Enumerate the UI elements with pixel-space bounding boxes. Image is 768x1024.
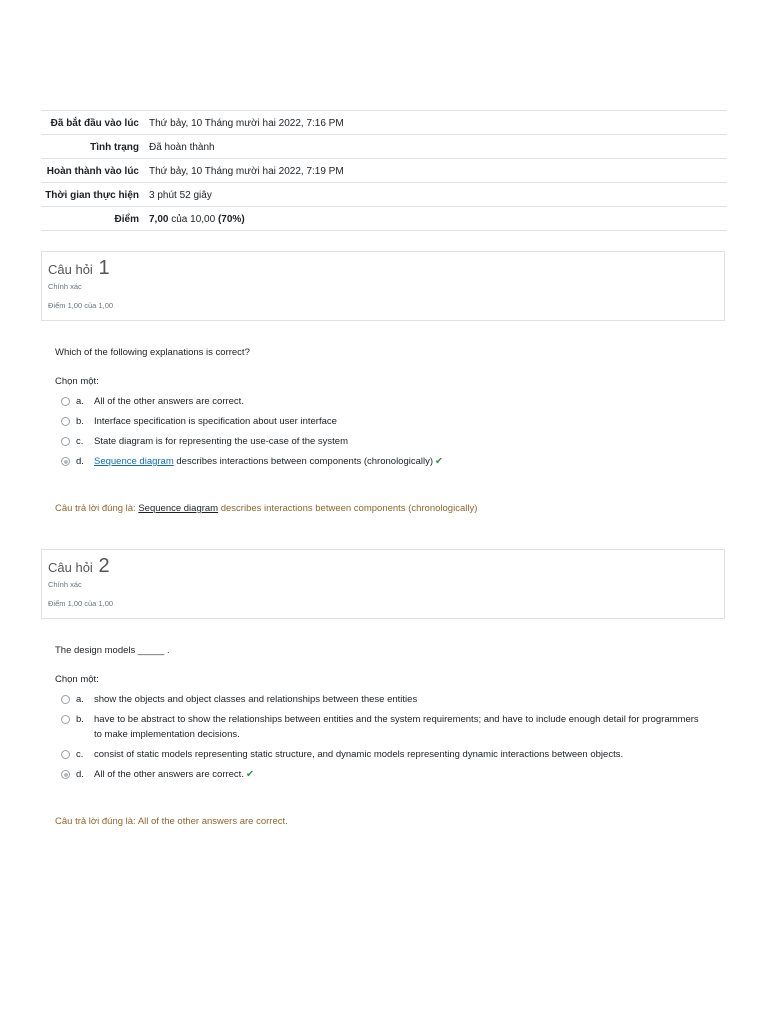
question-1-info <box>41 251 725 321</box>
radio-button[interactable] <box>61 695 70 704</box>
answer-option-a[interactable] <box>55 692 727 707</box>
summary-row-started <box>41 111 727 135</box>
attempt-summary-table <box>41 110 727 231</box>
quiz-review-page <box>41 110 727 829</box>
question-2-content <box>41 644 727 829</box>
radio-button[interactable] <box>61 750 70 759</box>
answer-letter: a. <box>76 396 84 407</box>
correct-answer-feedback <box>55 815 727 829</box>
grade-of: của <box>171 214 188 225</box>
question-points: Điểm 1,00 của 1,00 <box>48 301 114 310</box>
feedback-text: All of the other answers are correct. <box>137 816 288 827</box>
summary-label: Thời gian thực hiện <box>45 190 139 201</box>
summary-row-completed <box>41 159 727 183</box>
question-status: Chính xác <box>48 282 82 291</box>
answer-text: All of the other answers are correct. <box>94 396 244 407</box>
grade-percent: (70%) <box>217 214 245 225</box>
answer-letter: b. <box>76 714 84 725</box>
question-2-info <box>41 549 725 619</box>
correct-check-icon: ✔ <box>245 769 254 780</box>
answer-list <box>55 692 727 782</box>
radio-button[interactable] <box>61 715 70 724</box>
summary-row-duration <box>41 183 727 207</box>
summary-label: Hoàn thành vào lúc <box>46 166 139 177</box>
answer-letter: a. <box>76 694 84 705</box>
summary-label: Tình trạng <box>90 142 139 153</box>
answer-text-rest: All of the other answers are correct. <box>94 769 244 780</box>
answer-text: have to be abstract to show the relationships between entities and the system requirements; and have to include enough detail for programmers to make implementation decisions. <box>94 714 699 740</box>
glossary-link[interactable]: Sequence diagram <box>94 456 174 467</box>
correct-answer-feedback <box>55 502 727 516</box>
summary-value: Thứ bảy, 10 Tháng mười hai 2022, 7:19 PM <box>149 166 344 177</box>
summary-value: Thứ bảy, 10 Tháng mười hai 2022, 7:16 PM <box>149 118 344 129</box>
summary-value <box>143 207 727 231</box>
question-number <box>48 554 718 580</box>
radio-button-selected[interactable] <box>61 457 70 466</box>
answer-prompt: Chọn một: <box>55 674 99 685</box>
answer-letter: d. <box>76 769 84 780</box>
summary-row-state <box>41 135 727 159</box>
answer-list <box>55 394 727 469</box>
question-1-content <box>41 346 727 516</box>
question-number <box>48 256 718 282</box>
answer-text-rest: describes interactions between components (chronologically) <box>173 456 434 467</box>
answer-letter: d. <box>76 456 84 467</box>
radio-button[interactable] <box>61 417 70 426</box>
answer-letter: c. <box>76 749 84 760</box>
answer-letter: c. <box>76 436 84 447</box>
answer-option-b[interactable] <box>55 712 727 742</box>
grade-max: 10,00 <box>190 214 216 225</box>
answer-option-b[interactable] <box>55 414 727 429</box>
grade-score: 7,00 <box>149 214 169 225</box>
answer-letter: b. <box>76 416 84 427</box>
answer-option-d[interactable] <box>55 454 727 469</box>
radio-button[interactable] <box>61 437 70 446</box>
question-status: Chính xác <box>48 580 82 589</box>
question-label: Câu hỏi <box>48 560 93 575</box>
radio-button[interactable] <box>61 397 70 406</box>
answer-option-c[interactable] <box>55 434 727 449</box>
feedback-prefix: Câu trả lời đúng là: <box>55 503 139 514</box>
answer-text <box>94 767 727 782</box>
answer-option-c[interactable] <box>55 747 727 762</box>
correct-check-icon: ✔ <box>435 456 443 467</box>
summary-value: 3 phút 52 giây <box>149 190 212 201</box>
feedback-prefix: Câu trả lời đúng là: <box>55 816 138 827</box>
answer-text: Interface specification is specification about user interface <box>94 416 337 427</box>
answer-option-a[interactable] <box>55 394 727 409</box>
question-text: The design models _____ . <box>55 645 170 656</box>
answer-text: consist of static models representing static structure, and dynamic models representing dynamic interactions between objects. <box>94 749 624 760</box>
answer-prompt: Chọn một: <box>55 376 99 387</box>
question-number-value: 1 <box>98 257 110 279</box>
question-points: Điểm 1,00 của 1,00 <box>48 599 114 608</box>
summary-label: Đã bắt đầu vào lúc <box>50 118 139 129</box>
feedback-link[interactable]: Sequence diagram <box>138 503 219 514</box>
feedback-text: describes interactions between components (chronologically) <box>218 503 478 514</box>
answer-text <box>94 454 727 469</box>
answer-text: show the objects and object classes and relationships between these entities <box>94 694 418 705</box>
summary-value: Đã hoàn thành <box>149 142 215 153</box>
question-label: Câu hỏi <box>48 262 93 277</box>
question-number-value: 2 <box>98 555 110 577</box>
question-text: Which of the following explanations is correct? <box>55 347 250 358</box>
radio-button-selected[interactable] <box>61 770 70 779</box>
summary-label: Điểm <box>114 214 139 225</box>
answer-text: State diagram is for representing the use-case of the system <box>94 436 348 447</box>
answer-option-d[interactable] <box>55 767 727 782</box>
summary-row-grade <box>41 207 727 231</box>
